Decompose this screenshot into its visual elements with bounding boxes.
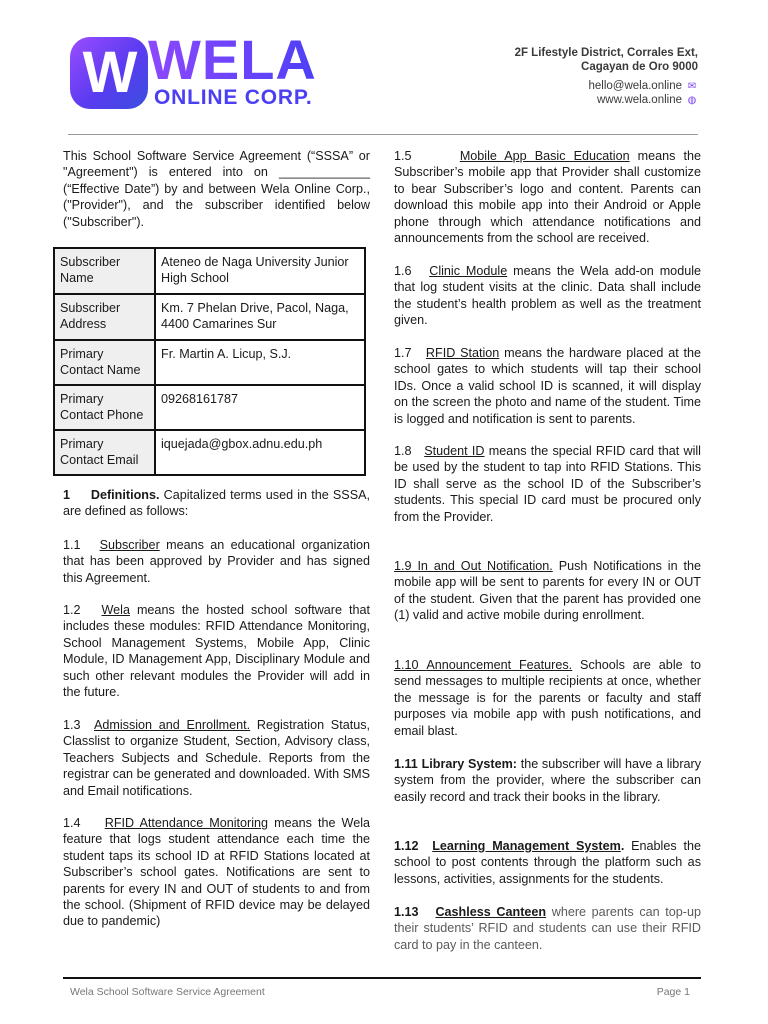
item-number: 1.7 — [394, 346, 412, 360]
table-label: Subscriber Address — [54, 294, 155, 340]
section-intro: Capitalized terms used in the SSSA, are defined as follows: — [63, 488, 371, 519]
footer-title: Wela School Software Service Agreement — [70, 986, 265, 998]
table-value[interactable]: iquejada@gbox.adnu.edu.ph — [155, 430, 365, 475]
contact-email[interactable]: hello@wela.online — [588, 80, 682, 92]
table-row — [54, 340, 365, 385]
item-term: Mobile App Basic Education — [459, 149, 630, 163]
address-line-1: 2F Lifestyle District, Corrales Ext, — [514, 47, 698, 59]
item-term: Learning Management System — [432, 839, 621, 853]
subscriber-table — [53, 247, 366, 476]
effective-date-blank: _____________ — [278, 165, 370, 180]
table-label: Subscriber Name — [54, 248, 155, 294]
item-number: 1.1 — [63, 538, 81, 552]
item-number: 1.6 — [394, 264, 412, 278]
definition-item — [394, 263, 701, 329]
definition-item — [63, 537, 370, 586]
intro-paragraph — [63, 148, 370, 230]
definition-item — [394, 838, 701, 887]
item-text: Registration Status, Classlist to organize Student, Section, Advisory class, Teachers Subjects and Schedule. Reports from the registrar can be generated and downloaded. With SMS and Email notifications. — [63, 718, 371, 798]
definition-item — [394, 904, 701, 953]
item-term: Library System: — [421, 757, 517, 771]
item-term: Subscriber — [99, 538, 160, 552]
item-text: means the special RFID card that will be used by the student to tap into RFID Stations. This ID shall serve as the school ID of the Subscriber’s students. This special ID card must be procured only from the Provider. — [394, 444, 701, 524]
item-term: RFID Attendance Monitoring — [104, 816, 269, 830]
item-number: 1.3 — [63, 718, 81, 732]
table-label: Primary Contact Phone — [54, 385, 155, 430]
table-row — [54, 294, 365, 340]
table-label: Primary Contact Email — [54, 430, 155, 475]
item-text: means the Subscriber’s mobile app that Provider shall customize to bear Subscriber’s logo and content. Parents can download this mobile app into their Android or Apple phone through which attendance notifications and announcements from the school are received. — [394, 149, 701, 246]
definition-item — [394, 657, 701, 739]
globe-icon: ◍ — [687, 95, 697, 106]
page-number: Page 1 — [656, 986, 690, 998]
footer-divider — [63, 977, 701, 979]
definition-item — [394, 345, 701, 427]
item-number: 1.9 — [394, 559, 412, 573]
item-number: 1.8 — [394, 444, 412, 458]
mail-icon: ✉ — [687, 81, 697, 92]
item-number: 1.12 — [394, 839, 419, 853]
item-number: 1.2 — [63, 603, 81, 617]
definition-item — [63, 717, 370, 799]
item-text: means an educational organization that has been approved by Provider and has signed this Agreement. — [63, 538, 370, 585]
item-text: Enables the school to post contents through the platform such as lessons, activities, assignments for the students. — [394, 839, 701, 886]
item-term: In and Out Notification. — [417, 559, 553, 573]
intro-text-2: (“Effective Date”) by and between Wela Online Corp., ("Provider"), and the subscriber identified below ("Subscriber"). — [63, 181, 370, 229]
item-term-dot: . — [620, 839, 625, 853]
item-term: Student ID — [424, 444, 485, 458]
table-row — [54, 248, 365, 294]
item-number: 1.4 — [63, 816, 81, 830]
item-term: Wela — [101, 603, 130, 617]
address-line-2: Cagayan de Oro 9000 — [581, 61, 698, 73]
item-text: means the Wela add-on module that log student visits at the clinic. Data shall include the student’s health problem as well as the treatment given. — [394, 264, 702, 328]
item-number: 1.11 — [394, 757, 418, 771]
item-term: Cashless Canteen — [435, 905, 547, 919]
item-text: means the hardware placed at the school gates to which students will tap their school IDs. Once a valid school ID is scanned, it will display on the screen the photo and name of the student. Time is logged and notification is sent to parents. — [394, 346, 701, 426]
item-number: 1.10 — [394, 658, 419, 672]
item-text: Push Notifications in the mobile app will be sent to parents for every IN or OUT of the student. Given that the parent has provided one (1) valid and active mobile during enrollment. — [394, 559, 702, 623]
item-term: Admission and Enrollment. — [93, 718, 251, 732]
item-number: 1.5 — [394, 149, 412, 163]
item-text: Schools are able to send messages to multiple recipients at once, whether the message is for the parents or faculty and staff purposes via mobile app with push notifications, and email blast. — [394, 658, 701, 738]
table-row — [54, 385, 365, 430]
section-number: 1 — [63, 488, 71, 502]
item-text: means the Wela feature that logs student attendance each time the student taps its school ID at RFID Stations located at Subscriber’s school gates. Notifications are sent to parents for every IN and OUT of students to and from the school. (Shipment of RFID device may be delayed due to pandemic) — [63, 816, 370, 929]
definition-item — [394, 558, 701, 624]
item-text: the subscriber will have a library system from the provider, where the subscriber can easily record and track their books in the library. — [394, 757, 702, 804]
table-value: Fr. Martin A. Licup, S.J. — [155, 340, 365, 385]
item-term: RFID Station — [425, 346, 500, 360]
definition-item — [63, 815, 370, 930]
section-title: Definitions. — [90, 488, 160, 502]
table-value: Km. 7 Phelan Drive, Pacol, Naga, 4400 Camarines Sur — [155, 294, 365, 340]
contact-website[interactable]: www.wela.online — [596, 94, 682, 106]
table-value: Ateneo de Naga University Junior High School — [155, 248, 365, 294]
definition-item — [394, 148, 701, 246]
header-divider — [68, 134, 698, 135]
definition-item — [394, 443, 701, 525]
definition-item — [394, 756, 701, 805]
definition-item — [63, 602, 370, 700]
brand-name: WELA — [148, 28, 317, 91]
table-value: 09268161787 — [155, 385, 365, 430]
item-number: 1.13 — [394, 905, 419, 919]
brand-subtitle: ONLINE CORP. — [154, 86, 313, 109]
intro-text-1: This School Software Service Agreement (“SSSA” or "Agreement") is entered into on — [63, 149, 370, 180]
logo-letter: W — [82, 40, 136, 105]
item-term: Clinic Module — [429, 264, 508, 278]
item-text: means the hosted school software that includes these modules: RFID Attendance Monitoring, School Management Systems, Mobile App, Clinic Module, ID Management App, Disciplinary Module and such other relevant modules the Provider will add in the future. — [63, 603, 370, 700]
item-text: where parents can top-up their students’ RFID and students can use their RFID card to pay in the canteen. — [394, 905, 701, 952]
table-label: Primary Contact Name — [54, 340, 155, 385]
item-term: Announcement Features. — [426, 658, 573, 672]
definitions-heading — [63, 487, 370, 520]
table-row — [54, 430, 365, 475]
